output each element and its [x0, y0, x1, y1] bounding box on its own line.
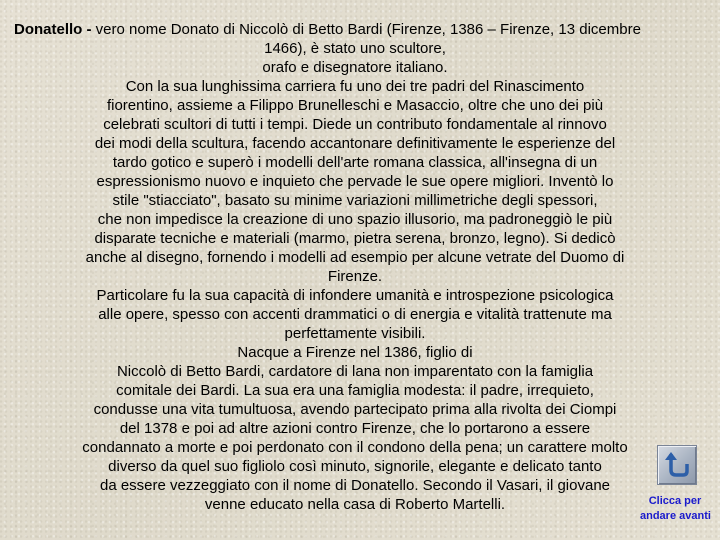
text-line: del 1378 e poi ad altre azioni contro Firenze, che lo portarono a essere — [119, 420, 591, 437]
text-line: Nacque a Firenze nel 1386, figlio di — [237, 344, 473, 361]
text-line: condannato a morte e poi perdonato con il condono della pena; un carattere molto — [82, 439, 628, 456]
text-line: venne educato nella casa di Roberto Martelli. — [204, 496, 506, 513]
text-line: Firenze. — [327, 268, 383, 285]
text-line: orafo e disegnatore italiano. — [262, 59, 448, 76]
text-line: che non impedisce la creazione di uno spazio illusorio, ma padroneggiò le più — [97, 211, 613, 228]
text-line: anche al disegno, fornendo i modelli ad esempio per alcune vetrate del Duomo di — [85, 249, 625, 266]
text-line: Particolare fu la sua capacità di infondere umanità e introspezione psicologica — [96, 287, 614, 304]
text-line: perfettamente visibili. — [284, 325, 426, 342]
text-line: Niccolò di Betto Bardi, cardatore di lana non imparentato con la famiglia — [116, 363, 594, 380]
title-continuation: vero nome Donato di Niccolò di Betto Bardi (Firenze, 1386 – Firenze, 13 dicembre — [91, 21, 641, 38]
text-line: Con la sua lunghissima carriera fu uno dei tre padri del Rinascimento — [125, 78, 585, 95]
text-line: comitale dei Bardi. La sua era una famiglia modesta: il padre, irrequieto, — [116, 382, 594, 399]
return-arrow-icon — [662, 450, 692, 480]
text-line: da essere vezzeggiato con il nome di Donatello. Secondo il Vasari, il giovane — [99, 477, 611, 494]
text-line: condusse una vita tumultuosa, avendo partecipato prima alla rivolta dei Ciompi — [93, 401, 617, 418]
text-line: alle opere, spesso con accenti drammatici o di energia e vitalità trattenute ma — [98, 306, 612, 323]
next-slide-button[interactable] — [657, 445, 697, 485]
text-line: celebrati scultori di tutti i tempi. Diede un contributo fondamentale al rinnovo — [103, 116, 607, 133]
text-line: fiorentino, assieme a Filippo Brunelleschi e Masaccio, oltre che uno dei più — [106, 97, 604, 114]
text-line: stile "stiacciato", basato su minime variazioni millimetriche degli spessori, — [112, 192, 598, 209]
text-line: disparate tecniche e materiali (marmo, pietra serena, bronzo, legno). Si dedicò — [94, 230, 616, 247]
text-line: espressionismo nuovo e inquieto che pervade le sue opere migliori. Inventò lo — [96, 173, 614, 190]
slide-title: Donatello - — [14, 21, 92, 38]
next-navigation — [640, 445, 710, 525]
text-line: dei modi della scultura, facendo accantonare definitivamente le esperienze del — [94, 135, 616, 152]
text-line: 1466), è stato uno scultore, — [264, 40, 446, 57]
next-label-line1: Clicca per — [648, 495, 702, 507]
biography-text — [8, 20, 702, 514]
text-line: diverso da quel suo figliolo così minuto, signorile, elegante e delicato tanto — [108, 458, 602, 475]
next-slide-label[interactable] — [640, 494, 710, 524]
text-line: tardo gotico e superò i modelli dell'arte romana classica, all'insegna di un — [112, 154, 598, 171]
next-label-line2: andare avanti — [640, 510, 711, 522]
text-line — [8, 20, 702, 39]
